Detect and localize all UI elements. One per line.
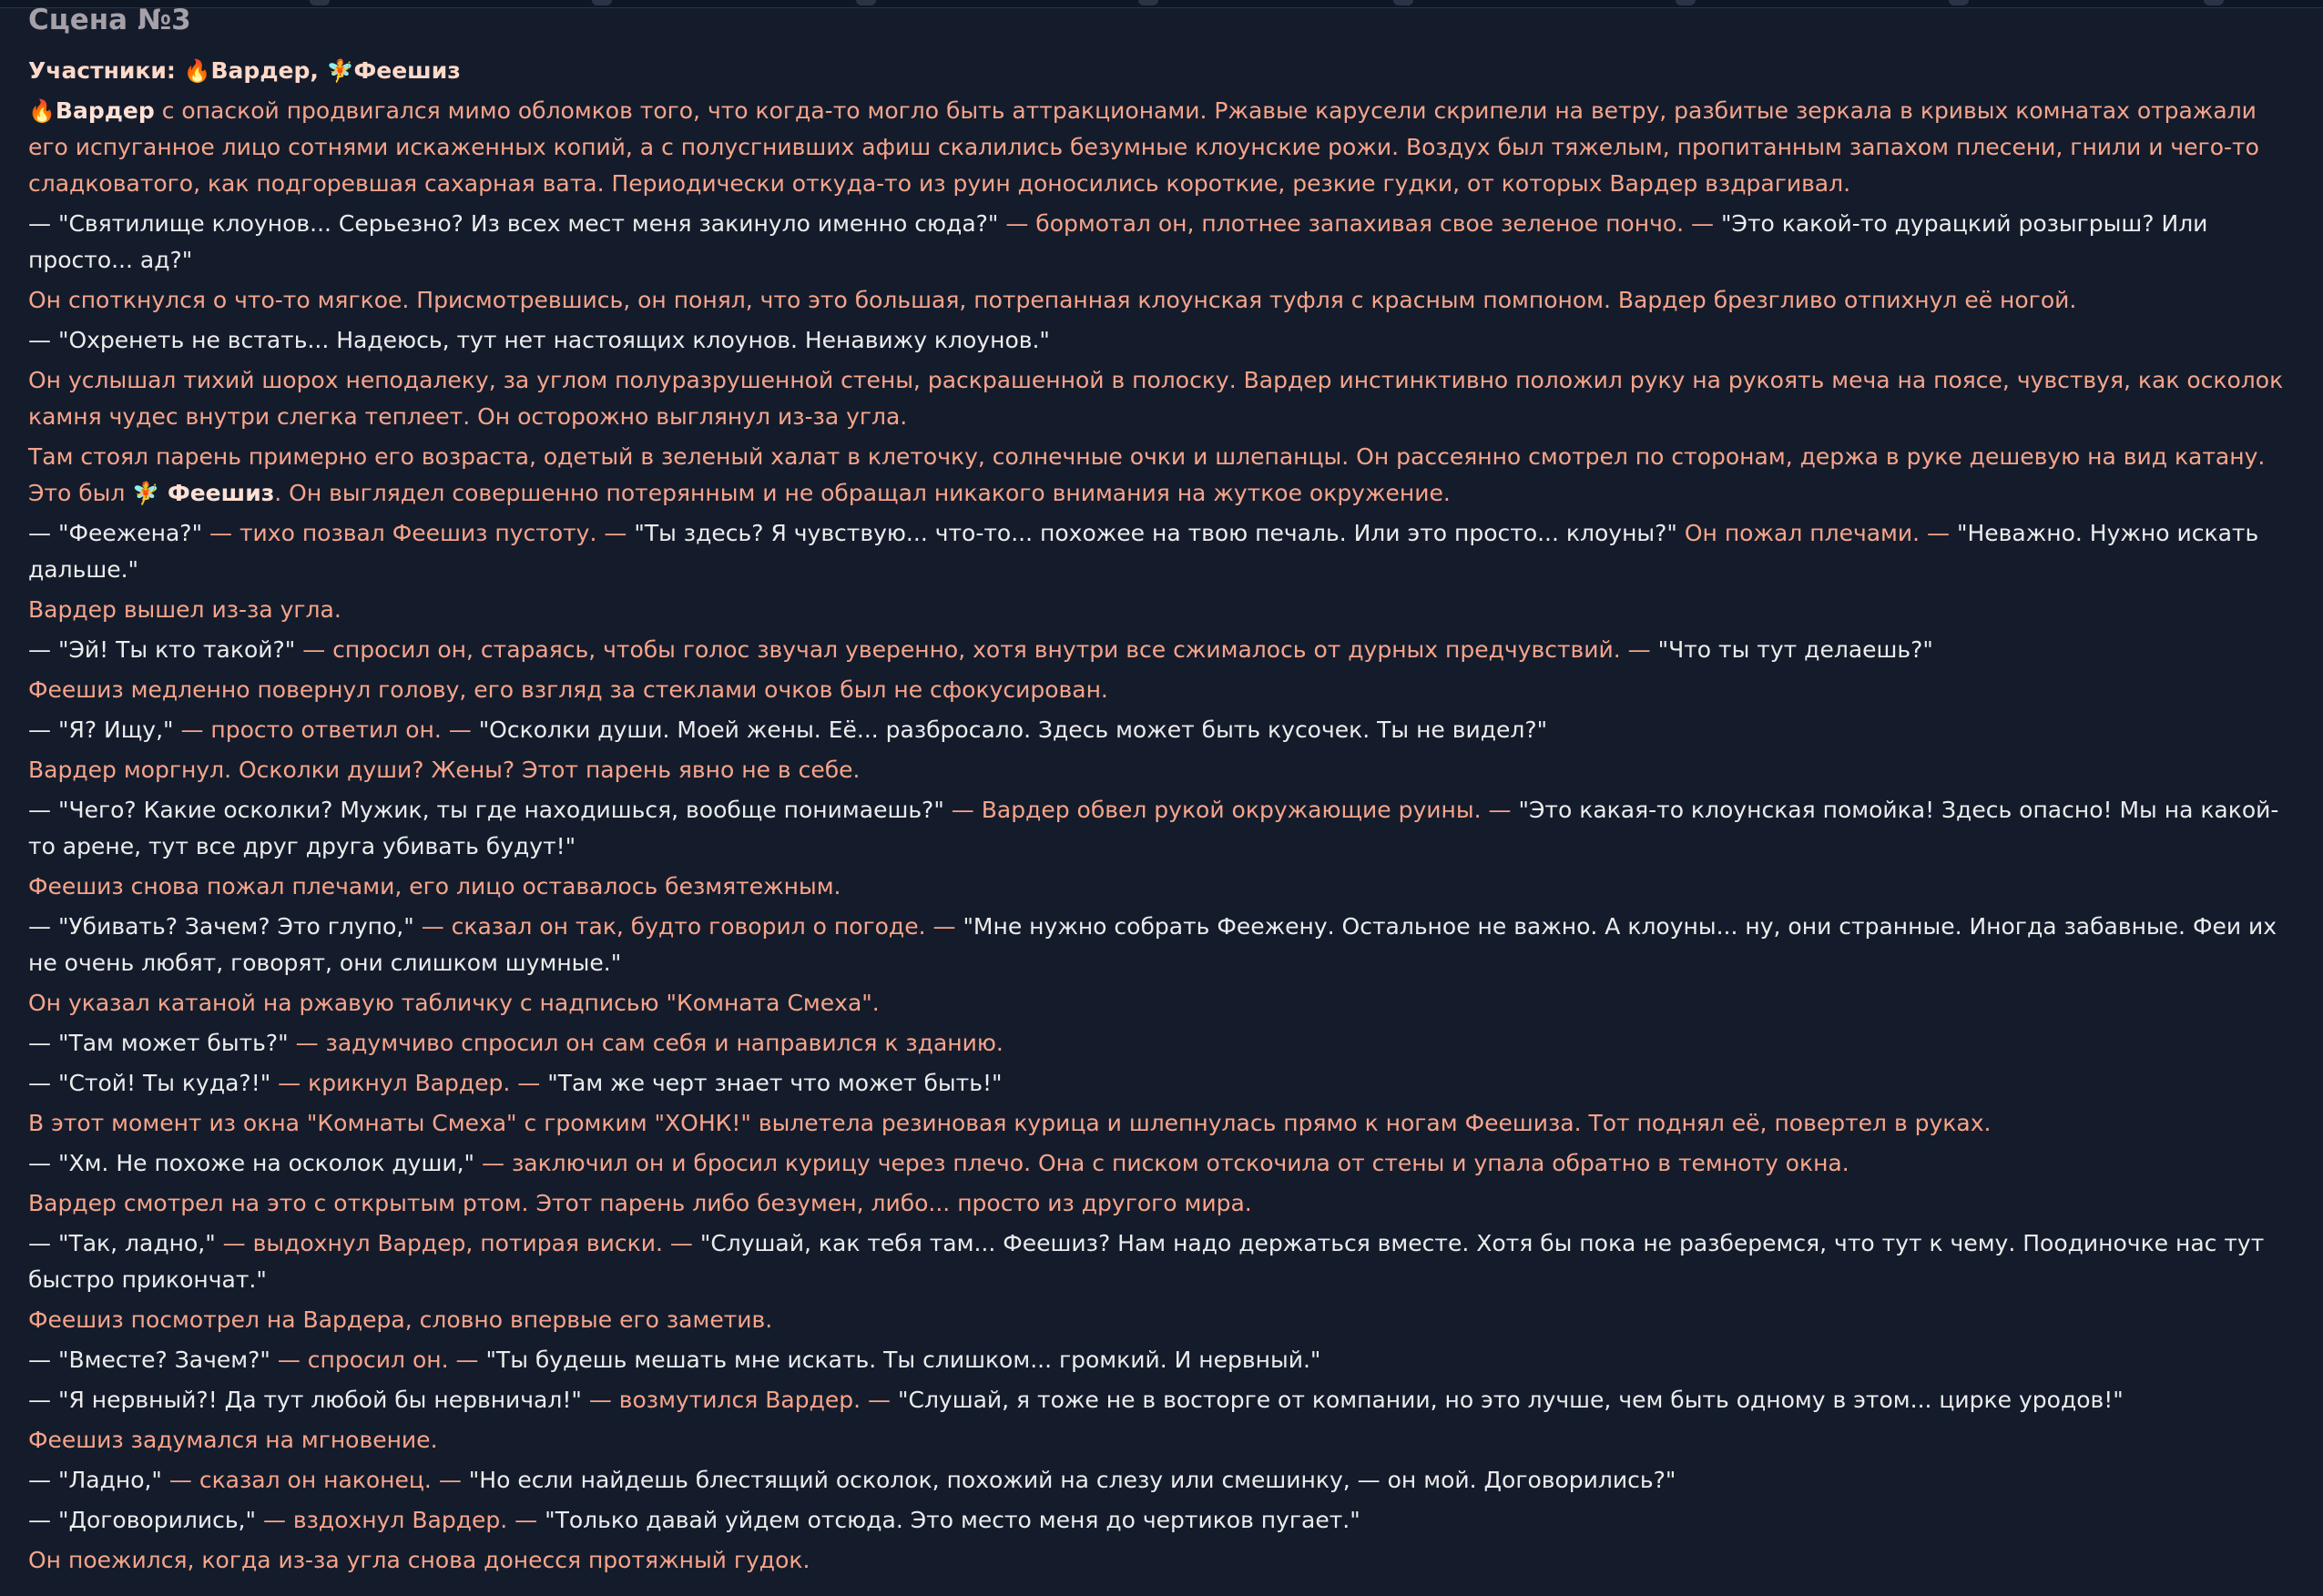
- dialogue-text: "Только давай уйдем отсюда. Это место меня до чертиков пугает.": [545, 1507, 1360, 1533]
- narration-text: Феешиз задумался на мгновение.: [28, 1427, 438, 1453]
- narration-text: Он споткнулся о что-то мягкое. Присмотревшись, он понял, что это большая, потрепанная клоунская туфля с красным помпоном. Вардер брезгливо отпихнул её ногой.: [28, 287, 2077, 313]
- dialogue-text: — "Чего? Какие осколки? Мужик, ты где находишься, вообще понимаешь?": [28, 797, 944, 823]
- dialogue-text: "Слушай, я тоже не в восторге от компании, но это лучше, чем быть одному в этом... цирке уродов!": [897, 1387, 2124, 1413]
- dialogue-text: "Это какая-то клоунская помойка! Здесь опасно! Мы на какой-то арене, тут все друг друга убивать будут!": [28, 797, 2279, 859]
- fire-icon: 🔥: [183, 58, 211, 84]
- narration-text: — вздохнул Вардер. —: [256, 1507, 545, 1533]
- character-name: Феешиз: [159, 480, 275, 506]
- dialogue-text: — "Я? Ищу,": [28, 717, 174, 743]
- narration-text: Он услышал тихий шорох неподалеку, за углом полуразрушенной стены, раскрашенной в полоску. Вардер инстинктивно положил руку на рукоять меча на поясе, чувствуя, как осколок камня чудес внутри слегка теплеет. Он осторожно выглянул из-за угла.: [28, 367, 2284, 430]
- participants-line: [28, 53, 2296, 89]
- story-paragraph: [28, 1025, 2296, 1062]
- dialogue-text: — "Стой! Ты куда?!": [28, 1070, 271, 1096]
- story-paragraph: [28, 362, 2296, 435]
- dialogue-text: — "Святилище клоунов... Серьезно? Из всех мест меня закинуло именно сюда?": [28, 210, 999, 237]
- dialogue-text: — "Там может быть?": [28, 1030, 289, 1056]
- participant-name: Вардер: [210, 57, 311, 84]
- dialogue-text: — "Вместе? Зачем?": [28, 1347, 270, 1373]
- narration-text: Феешиз посмотрел на Вардера, словно впервые его заметив.: [28, 1306, 773, 1333]
- dialogue-text: "Там же черт знает что может быть!": [547, 1070, 1003, 1096]
- narration-text: — крикнул Вардер. —: [270, 1070, 548, 1096]
- narration-text: — бормотал он, плотнее запахивая свое зеленое пончо. —: [998, 210, 1721, 237]
- story-paragraph: [28, 1065, 2296, 1102]
- dialogue-text: — "Феежена?": [28, 520, 203, 546]
- story-paragraph: [28, 1302, 2296, 1338]
- chat-message: [28, 0, 2296, 1579]
- dialogue-text: — "Хм. Не похоже на осколок души,": [28, 1150, 475, 1176]
- fire-icon: 🔥: [28, 98, 56, 124]
- story-paragraph: [28, 632, 2296, 668]
- narration-text: Феешиз снова пожал плечами, его лицо оставалось безмятежным.: [28, 873, 841, 900]
- dialogue-text: "Ты будешь мешать мне искать. Ты слишком... громкий. И нервный.": [485, 1347, 1321, 1373]
- story-paragraph: [28, 1382, 2296, 1418]
- story-paragraph: [28, 1422, 2296, 1459]
- character-name: Вардер: [55, 97, 155, 124]
- story-paragraph: [28, 322, 2296, 359]
- story-paragraph: [28, 909, 2296, 981]
- narration-text: Он пожал плечами. —: [1676, 520, 1957, 546]
- dialogue-text: — "Убивать? Зачем? Это глупо,": [28, 913, 414, 940]
- narration-text: — спросил он. —: [270, 1347, 486, 1373]
- story-paragraph: [28, 1502, 2296, 1539]
- story-paragraph: [28, 1462, 2296, 1499]
- narration-text: с опаской продвигался мимо обломков того, что когда-то могло быть аттракционами. Ржавые карусели скрипели на ветру, разбитые зеркала в кривых комнатах отражали его испуганное лицо сотнями искаженных копий, а с полусгнивших афиш скалились безумные клоунские рожи. Воздух был тяжелым, пропитанным запахом плесени, гнили и чего-то сладковатого, как подгоревшая сахарная вата. Периодически откуда-то из руин доносились короткие, резкие гудки, от которых Вардер вздрагивал.: [28, 97, 2259, 197]
- narration-text: Феешиз медленно повернул голову, его взгляд за стеклами очков был не сфокусирован.: [28, 676, 1108, 703]
- participant-name: Феешиз: [353, 57, 461, 84]
- story-paragraph: [28, 712, 2296, 748]
- narration-text: — тихо позвал Феешиз пустоту. —: [202, 520, 635, 546]
- story-paragraph: [28, 985, 2296, 1022]
- narration-text: — просто ответил он. —: [173, 717, 479, 743]
- story-paragraph: [28, 1145, 2296, 1182]
- participants-label: Участники:: [28, 57, 176, 84]
- story-paragraph: [28, 282, 2296, 319]
- dialogue-text: "Неважно. Нужно искать дальше.": [28, 520, 2259, 583]
- fairy-icon: 🧚: [326, 58, 354, 84]
- dialogue-text: "Слушай, как тебя там... Феешиз? Нам надо держаться вместе. Хотя бы пока не разберемся, что тут к чему. Поодиночке нас тут быстро прикончат.": [28, 1230, 2265, 1293]
- story-paragraph: [28, 1542, 2296, 1579]
- story-paragraph: [28, 1342, 2296, 1378]
- story-paragraph: [28, 439, 2296, 512]
- narration-text: Вардер смотрел на это с открытым ртом. Этот парень либо безумен, либо... просто из другого мира.: [28, 1190, 1252, 1216]
- dialogue-text: "Ты здесь? Я чувствую... что-то... похожее на твою печаль. Или это просто... клоуны?": [634, 520, 1677, 546]
- scene-title: Сцена №3: [28, 4, 191, 36]
- dialogue-text: — "Я нервный?! Да тут любой бы нервничал!": [28, 1387, 582, 1413]
- story-text: [28, 93, 2296, 1579]
- story-paragraph: [28, 592, 2296, 628]
- narration-text: — сказал он наконец. —: [161, 1467, 469, 1493]
- story-paragraph: [28, 93, 2296, 202]
- dialogue-text: "Но если найдешь блестящий осколок, похожий на слезу или смешинку, — он мой. Договорились?": [468, 1467, 1676, 1493]
- dialogue-text: — "Охренеть не встать... Надеюсь, тут нет настоящих клоунов. Ненавижу клоунов.": [28, 327, 1050, 353]
- narration-text: — Вардер обвел рукой окружающие руины. —: [943, 797, 1519, 823]
- narration-text: В этот момент из окна "Комнаты Смеха" с громким "ХОНК!" вылетела резиновая курица и шлепнулась прямо к ногам Феешиза. Тот поднял её, повертел в руках.: [28, 1110, 1992, 1136]
- story-paragraph: [28, 672, 2296, 708]
- dialogue-text: "Мне нужно собрать Феежену. Остальное не важно. А клоуны... ну, они странные. Иногда забавные. Феи их не очень любят, говорят, они слишком шумные.": [28, 913, 2277, 976]
- dialogue-text: — "Эй! Ты кто такой?": [28, 636, 296, 663]
- narration-text: . Он выглядел совершенно потерянным и не обращал никакого внимания на жуткое окружение.: [274, 480, 1451, 506]
- story-paragraph: [28, 792, 2296, 865]
- participants-separator: ,: [310, 57, 327, 84]
- dialogue-text: — "Так, ладно,": [28, 1230, 216, 1256]
- narration-text: — задумчиво спросил он сам себя и направился к зданию.: [288, 1030, 1004, 1056]
- narration-text: Вардер моргнул. Осколки души? Жены? Этот парень явно не в себе.: [28, 757, 861, 783]
- story-paragraph: [28, 206, 2296, 279]
- narration-text: — сказал он так, будто говорил о погоде. —: [413, 913, 963, 940]
- dialogue-text: "Это какой-то дурацкий розыгрыш? Или просто... ад?": [28, 210, 2208, 273]
- story-paragraph: [28, 515, 2296, 588]
- narration-text: — спросил он, стараясь, чтобы голос звучал уверенно, хотя внутри все сжималось от дурных предчувствий. —: [295, 636, 1658, 663]
- narration-text: — возмутился Вардер. —: [581, 1387, 898, 1413]
- story-paragraph: [28, 1185, 2296, 1222]
- narration-text: Там стоял парень примерно его возраста, одетый в зеленый халат в клеточку, солнечные очки и шлепанцы. Он рассеянно смотрел по сторонам, держа в руке дешевую на вид катану. Это был: [28, 443, 2266, 506]
- dialogue-text: "Осколки души. Моей жены. Её... разбросало. Здесь может быть кусочек. Ты не видел?": [478, 717, 1548, 743]
- story-paragraph: [28, 869, 2296, 905]
- story-paragraph: [28, 1225, 2296, 1298]
- narration-text: Он поежился, когда из-за угла снова донесся протяжный гудок.: [28, 1547, 810, 1573]
- story-paragraph: [28, 752, 2296, 788]
- dialogue-text: — "Договорились,": [28, 1507, 256, 1533]
- narration-text: Вардер вышел из-за угла.: [28, 596, 341, 623]
- narration-text: Он указал катаной на ржавую табличку с надписью "Комната Смеха".: [28, 990, 880, 1016]
- narration-text: — заключил он и бросил курицу через плечо. Она с писком отскочила от стены и упала обратно в темноту окна.: [474, 1150, 1849, 1176]
- story-paragraph: [28, 1105, 2296, 1142]
- dialogue-text: — "Ладно,": [28, 1467, 162, 1493]
- narration-text: — выдохнул Вардер, потирая виски. —: [215, 1230, 700, 1256]
- dialogue-text: "Что ты тут делаешь?": [1657, 636, 1933, 663]
- fairy-icon: 🧚: [132, 481, 160, 506]
